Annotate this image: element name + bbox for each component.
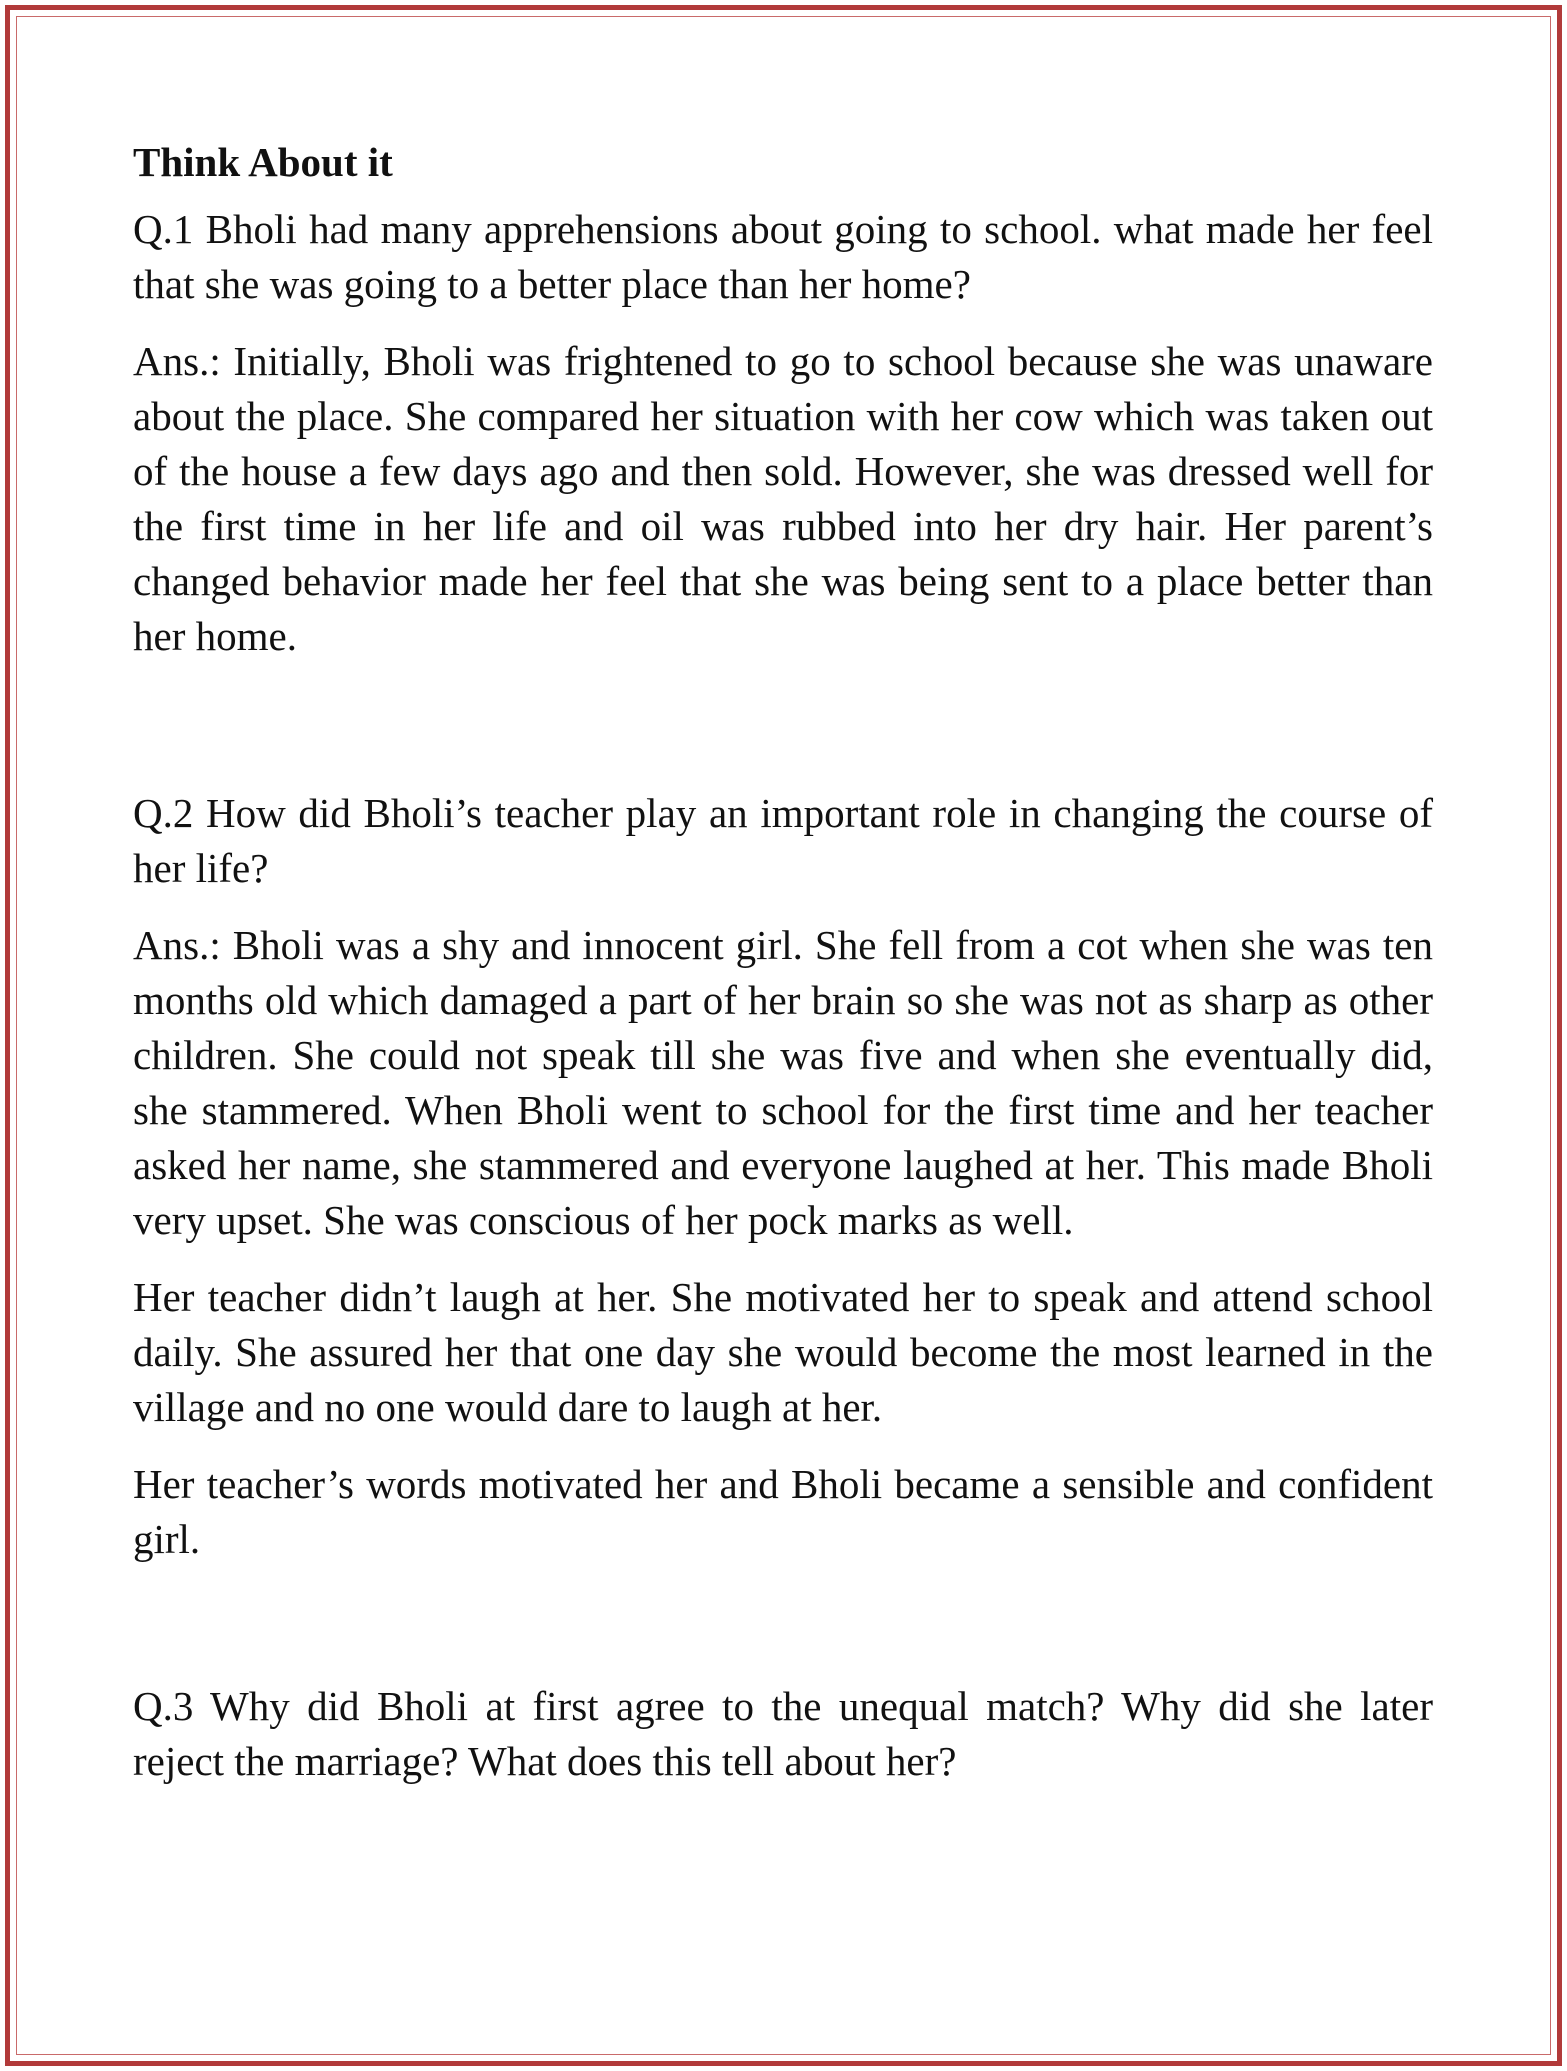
- answer-2-paragraph-2: Her teacher didn’t laugh at her. She motivated her to speak and attend school daily. She assured her that one day she would become the most learned in the village and no one would dare to laugh at her.: [133, 1274, 1433, 1430]
- document-content: [133, 125, 1433, 1811]
- answer-2-paragraph-1: Ans.: Bholi was a shy and innocent girl. She fell from a cot when she was ten months old which damaged a part of her brain so she was not as sharp as other children. She could not speak till she was five and when she eventually did, she stammered. When Bholi went to school for the first time and her teacher asked her name, she stammered and everyone laughed at her. This made Bholi very upset. She was conscious of her pock marks as well.: [133, 922, 1433, 1243]
- question-3: Q.3 Why did Bholi at first agree to the unequal match? Why did she later reject the marriage? What does this tell about her?: [133, 1683, 1433, 1784]
- question-2: Q.2 How did Bholi’s teacher play an important role in changing the course of her life?: [133, 790, 1433, 891]
- answer-2-paragraph-3: Her teacher’s words motivated her and Bholi became a sensible and confident girl.: [133, 1461, 1433, 1562]
- question-1: Q.1 Bholi had many apprehensions about going to school. what made her feel that she was going to a better place than her home?: [133, 206, 1433, 307]
- spacer: [133, 1589, 1433, 1679]
- section-heading: Think About it: [133, 139, 393, 185]
- spacer: [133, 686, 1433, 786]
- answer-1: Ans.: Initially, Bholi was frightened to go to school because she was unaware about the place. She compared her situation with her cow which was taken out of the house a few days ago and then sold. However, she was dressed well for the first time in her life and oil was rubbed into her dry hair. Her parent’s changed behavior made her feel that she was being sent to a place better than her home.: [133, 338, 1433, 659]
